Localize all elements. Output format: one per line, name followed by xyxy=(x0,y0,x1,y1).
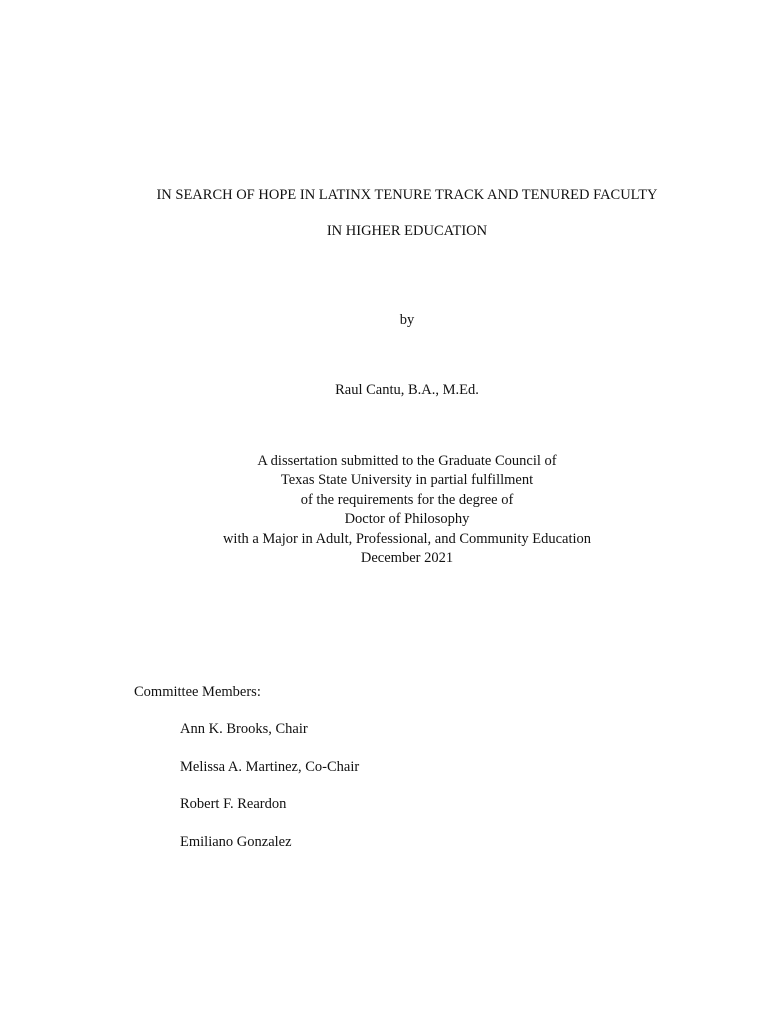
committee-member: Emiliano Gonzalez xyxy=(180,834,292,850)
by-line: by xyxy=(399,312,415,328)
committee-member: Melissa A. Martinez, Co-Chair xyxy=(180,759,360,775)
author-name: Raul Cantu, B.A., M.Ed. xyxy=(335,382,479,398)
major-line: with a Major in Adult, Professional, and Community Education xyxy=(222,530,592,547)
dissertation-title-line-2: IN HIGHER EDUCATION xyxy=(326,223,488,239)
committee-member: Robert F. Reardon xyxy=(180,796,287,812)
dissertation-title-line-1: IN SEARCH OF HOPE IN LATINX TENURE TRACK AND TENURED FACULTY xyxy=(156,187,658,203)
degree-name: Doctor of Philosophy xyxy=(344,511,470,528)
committee-member: Ann K. Brooks, Chair xyxy=(180,721,308,737)
submission-statement xyxy=(0,452,770,568)
statement-line: of the requirements for the degree of xyxy=(300,491,514,508)
statement-line: Texas State University in partial fulfillment xyxy=(280,472,534,489)
submission-date: December 2021 xyxy=(360,550,454,567)
statement-line: A dissertation submitted to the Graduate Council of xyxy=(257,453,557,469)
committee-members-label: Committee Members: xyxy=(134,684,261,700)
